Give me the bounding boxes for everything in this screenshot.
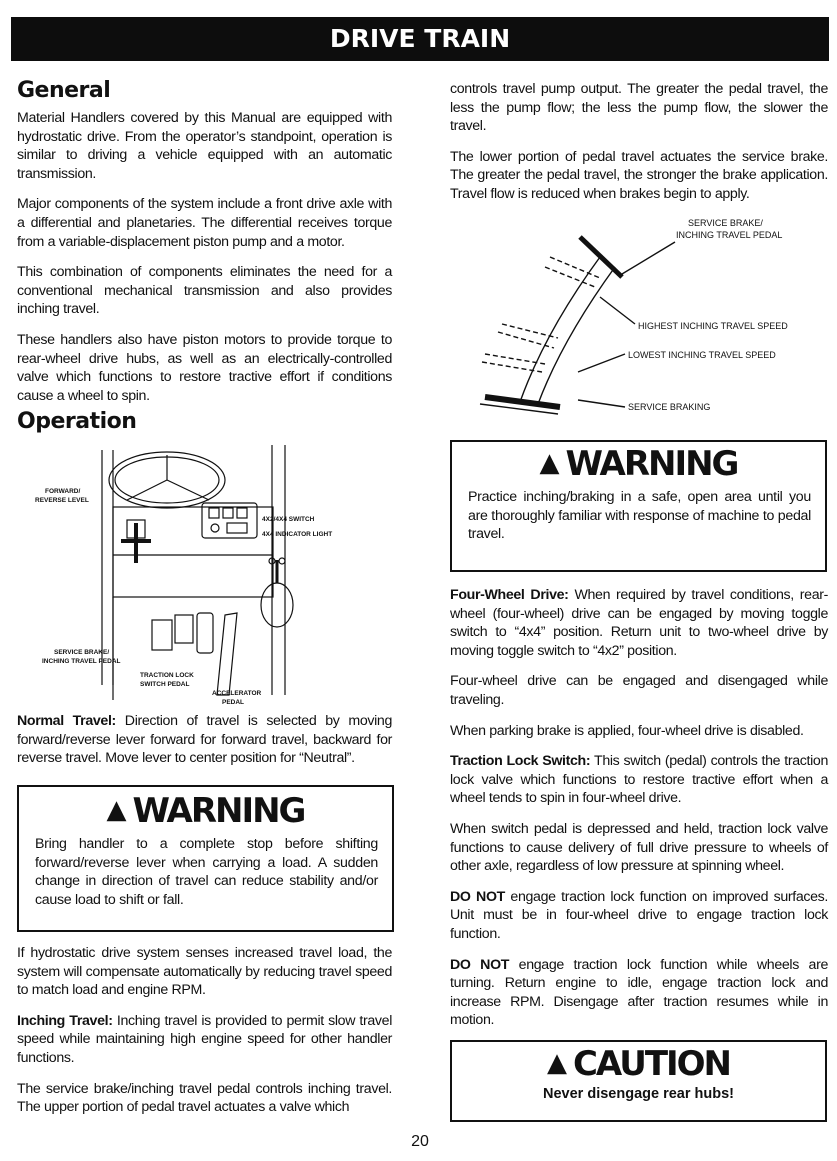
normal-travel-block: [17, 712, 392, 780]
do-not-lead-2: DO NOT: [450, 956, 510, 973]
four-wheel-drive-text: When required by travel conditions, rear-wheel (four-wheel) drive can be engaged by moving toggle switch to “4x4” position. Return unit to two-wheel drive by moving toggle switch to “4x2” position.: [450, 587, 829, 659]
service-braking-label: SERVICE BRAKING: [628, 402, 711, 412]
traction-lock-paragraph: [450, 752, 828, 808]
inching-travel-lead: Inching Travel:: [17, 1012, 113, 1029]
label-traction-lock-1: TRACTION LOCK: [140, 672, 194, 679]
left-bottom-block: [17, 944, 392, 1129]
right-column-top: [450, 80, 828, 216]
do-not-paragraph-2: [450, 956, 828, 1030]
label-accelerator-2: PEDAL: [222, 699, 245, 706]
page-number: 20: [411, 1133, 429, 1150]
traction-lock-text: This switch (pedal) controls the traction lock valve which functions to restore tractive effort when a wheel tends to spin in four-wheel drive.: [450, 753, 828, 807]
label-accelerator-1: ACCELERATOR: [212, 690, 262, 697]
do-not-text-2: engage traction lock function while wheels are turning. Return engine to idle, engage traction lock and increase RPM. Disengage after traction resumes while in motion.: [450, 956, 828, 1029]
engage-while-traveling-paragraph: Four-wheel drive can be engaged and disengaged while traveling.: [450, 673, 828, 708]
warning-heading-1: ▲ WARNING: [106, 791, 305, 831]
warning-text-1: Bring handler to a complete stop before shifting forward/reverse lever when carrying a load. A sudden change in direction of travel can reduce stability and/or cause load to shift or fall.: [35, 836, 378, 908]
do-not-text-1: engage traction lock function on improved surfaces. Unit must be in four-wheel drive to engage traction lock function.: [450, 888, 828, 942]
do-not-lead-1: DO NOT: [450, 888, 505, 905]
right-column-bottom: [450, 586, 828, 1042]
four-wheel-drive-paragraph: [450, 586, 828, 660]
highest-speed-label: HIGHEST INCHING TRAVEL SPEED: [638, 321, 788, 331]
label-traction-lock-2: SWITCH PEDAL: [140, 681, 190, 688]
service-brake-paragraph: The lower portion of pedal travel actuates the service brake. The greater the pedal travel, the stronger the brake application. Travel flow is reduced when brakes begin to apply.: [450, 148, 828, 202]
general-paragraph-2: Major components of the system include a front drive axle with a differential and planetaries. The differential receives torque from a variable-displacement piston pump and a motor.: [17, 196, 392, 250]
pump-output-paragraph: controls travel pump output. The greater the pedal travel, the less the pump flow; the less the pump flow, the slower the travel.: [450, 81, 828, 135]
switch-pedal-paragraph: When switch pedal is depressed and held, traction lock valve functions to cause delivery of full drive pressure to wheels of other axle, regardless of low pressure at spinning wheel.: [450, 820, 828, 875]
label-forward-reverse-2: REVERSE LEVEL: [35, 497, 89, 504]
general-paragraph-3: This combination of components eliminates the need for a conventional mechanical transmission and also provides inching travel.: [17, 264, 392, 318]
pedal-label-2: INCHING TRAVEL PEDAL: [676, 230, 783, 240]
label-switch: 4X2/4X4 SWITCH: [262, 516, 315, 523]
label-service-brake-1: SERVICE BRAKE/: [54, 649, 110, 656]
hydrostatic-paragraph: If hydrostatic drive system senses increased travel load, the system will compensate automatically by reducing travel speed to match load and engine RPM.: [17, 945, 392, 999]
inching-pedal-paragraph: The service brake/inching travel pedal controls inching travel. The upper portion of pedal travel actuates a valve which: [17, 1080, 392, 1116]
pedal-travel-figure: [450, 212, 828, 437]
do-not-paragraph-1: [450, 888, 828, 944]
normal-travel-paragraph: [17, 712, 392, 768]
warning-box-2: [450, 440, 827, 572]
warning-heading-2: ▲ WARNING: [539, 444, 738, 484]
warning-box-1: [17, 785, 394, 932]
caution-text: Never disengage rear hubs!: [543, 1086, 734, 1102]
four-wheel-drive-lead: Four-Wheel Drive:: [450, 587, 569, 603]
caution-box: [450, 1040, 827, 1122]
warning-triangle-icon: ▲: [106, 795, 127, 825]
normal-travel-text: Direction of travel is selected by moving forward/reverse lever forward for forward travel, backward for reverse travel. Move lever to center position for “Neutral”.: [17, 713, 392, 767]
caution-heading: ▲ CAUTION: [546, 1044, 731, 1084]
general-paragraph-4: These handlers also have piston motors to provide torque to rear-wheel drive hubs, as well as an electrically-controlled valve which functions to restore tractive effort if conditions cause a wheel to spin.: [17, 331, 392, 404]
parking-brake-paragraph: When parking brake is applied, four-wheel drive is disabled.: [450, 722, 804, 739]
general-heading: General: [17, 78, 111, 103]
inching-travel-paragraph: [17, 1012, 392, 1068]
operator-controls-figure: [17, 445, 392, 710]
label-service-brake-2: INCHING TRAVEL PEDAL: [42, 658, 121, 665]
normal-travel-lead: Normal Travel:: [17, 713, 116, 729]
warning-text-2: Practice inching/braking in a safe, open area until you are thoroughly familiar with response of machine to pedal travel.: [468, 489, 811, 543]
general-paragraph-1: Material Handlers covered by this Manual are equipped with hydrostatic drive. From the operator’s standpoint, operation is similar to driving a vehicle equipped with an automatic transmission.: [17, 110, 392, 182]
lowest-speed-label: LOWEST INCHING TRAVEL SPEED: [628, 350, 776, 360]
left-column: [17, 78, 392, 440]
caution-triangle-icon: ▲: [546, 1048, 567, 1078]
label-indicator: 4X4 INDICATOR LIGHT: [262, 531, 333, 538]
pedal-label-1: SERVICE BRAKE/: [688, 218, 763, 228]
traction-lock-lead: Traction Lock Switch:: [450, 753, 591, 770]
inching-travel-text: Inching travel is provided to permit slow travel speed while maintaining high engine speed for other handler functions.: [17, 1012, 392, 1066]
label-forward-reverse-1: FORWARD/: [45, 488, 81, 495]
section-banner: DRIVE TRAIN: [11, 17, 829, 61]
operation-heading: Operation: [17, 409, 137, 435]
warning-triangle-icon-2: ▲: [539, 448, 560, 478]
